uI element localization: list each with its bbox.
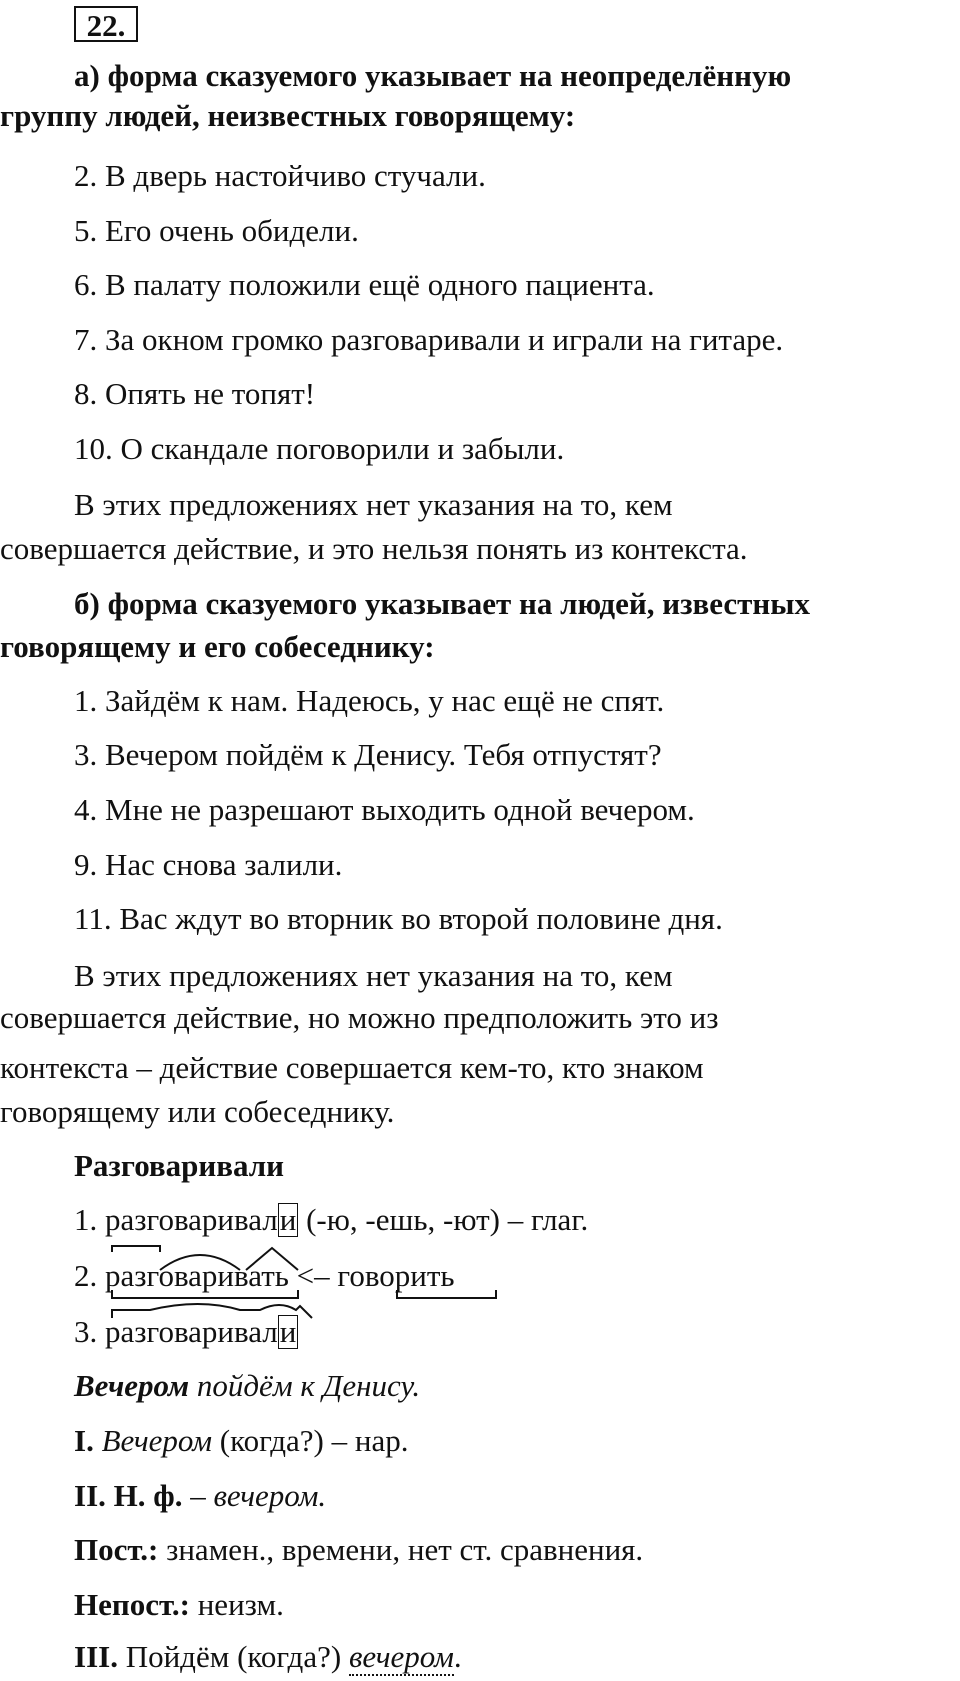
example-sentence	[74, 1366, 420, 1406]
analysis-line1-num: 1.	[74, 1202, 98, 1237]
morph-point-5-label: III.	[74, 1639, 118, 1674]
section-a-item: 7. За окном громко разговаривали и играли на гитаре.	[74, 322, 784, 357]
section-b-item: 3. Вечером пойдём к Денису. Тебя отпустят?	[74, 737, 662, 772]
section-b-conclusion-line1: В этих предложениях нет указания на то, кем	[74, 958, 673, 993]
analysis-word: Разговаривали	[74, 1148, 285, 1183]
section-a-item: 10. О скандале поговорили и забыли.	[74, 431, 565, 466]
section-a-item: 6. В палату положили ещё одного пациента.	[74, 267, 655, 302]
analysis-line2-source: говорить	[337, 1258, 455, 1293]
morph-point-2-dash: –	[190, 1478, 206, 1513]
morph-point-1-word: Вечером	[101, 1423, 213, 1458]
section-a-item: 5. Его очень обидели.	[74, 213, 359, 248]
analysis-line2-num: 2.	[74, 1258, 98, 1293]
section-a-heading-line2: группу людей, неизвестных говорящему:	[0, 98, 576, 133]
derivation-arrow: <–	[296, 1258, 330, 1293]
morph-point-5-word: вечером	[348, 1639, 454, 1674]
morph-point-4	[74, 1585, 284, 1625]
root-bracket-mark	[397, 1290, 496, 1298]
morph-point-1-rest: (когда?) – нар.	[219, 1423, 409, 1458]
ending-box: и	[279, 1314, 297, 1349]
morph-point-2-label: II. Н. ф.	[74, 1478, 183, 1513]
morph-point-2	[74, 1476, 326, 1516]
example-rest: пойдём к Денису.	[196, 1368, 421, 1403]
section-b-item: 4. Мне не разрешают выходить одной вечером.	[74, 792, 695, 827]
section-b-item: 1. Зайдём к нам. Надеюсь, у нас ещё не спят.	[74, 683, 665, 718]
section-b-conclusion-line3: контекста – действие совершается кем-то, кто знаком	[0, 1050, 704, 1085]
morph-point-5	[74, 1637, 462, 1677]
analysis-line3-num: 3.	[74, 1314, 98, 1349]
prefix-mark	[112, 1246, 160, 1252]
task-number: 22.	[74, 6, 138, 42]
morph-point-1	[74, 1421, 408, 1461]
morph-point-3-label: Пост.:	[74, 1532, 159, 1567]
section-b-item: 9. Нас снова залили.	[74, 847, 343, 882]
analysis-line3-stem: разговаривал	[105, 1314, 278, 1349]
section-a-item: 8. Опять не топят!	[74, 376, 316, 411]
analysis-line2-word: разговаривать	[105, 1258, 289, 1293]
example-bold: Вечером	[74, 1368, 190, 1403]
morph-point-4-label: Непост.:	[74, 1587, 190, 1622]
section-b-heading-line1: б) форма сказуемого указывает на людей, известных	[74, 586, 810, 621]
analysis-line1-stem: разговаривал	[105, 1202, 278, 1237]
section-a-conclusion-line2: совершается действие, и это нельзя понять из контекста.	[0, 531, 748, 566]
section-b-conclusion-line4: говорящему или собеседнику.	[0, 1094, 395, 1129]
morph-point-5-end: .	[453, 1639, 462, 1674]
section-a-item: 2. В дверь настойчиво стучали.	[74, 158, 486, 193]
morph-point-3	[74, 1530, 643, 1570]
morph-point-4-text: неизм.	[197, 1587, 284, 1622]
stem-mark-line3	[112, 1304, 312, 1318]
ending-box: и	[279, 1202, 297, 1237]
section-b-heading-line2: говорящему и его собеседнику:	[0, 629, 435, 664]
stem-mark-line2	[112, 1290, 298, 1298]
section-a-heading-line1: а) форма сказуемого указывает на неопределённую	[74, 58, 792, 93]
section-b-conclusion-line2: совершается действие, но можно предположить это из	[0, 1000, 719, 1035]
section-b-item: 11. Вас ждут во вторник во второй половине дня.	[74, 901, 723, 936]
morph-point-5-text: Пойдём (когда?)	[125, 1639, 342, 1674]
root-arc-mark	[160, 1255, 240, 1270]
morph-point-1-label: I.	[74, 1423, 94, 1458]
analysis-line1-rest: (-ю, -ешь, -ют) – глаг.	[306, 1202, 589, 1237]
morph-point-3-text: знамен., времени, нет ст. сравнения.	[166, 1532, 644, 1567]
suffix-hat-mark	[246, 1248, 298, 1270]
morph-point-2-form: вечером.	[213, 1478, 327, 1513]
section-a-conclusion-line1: В этих предложениях нет указания на то, кем	[74, 487, 673, 522]
